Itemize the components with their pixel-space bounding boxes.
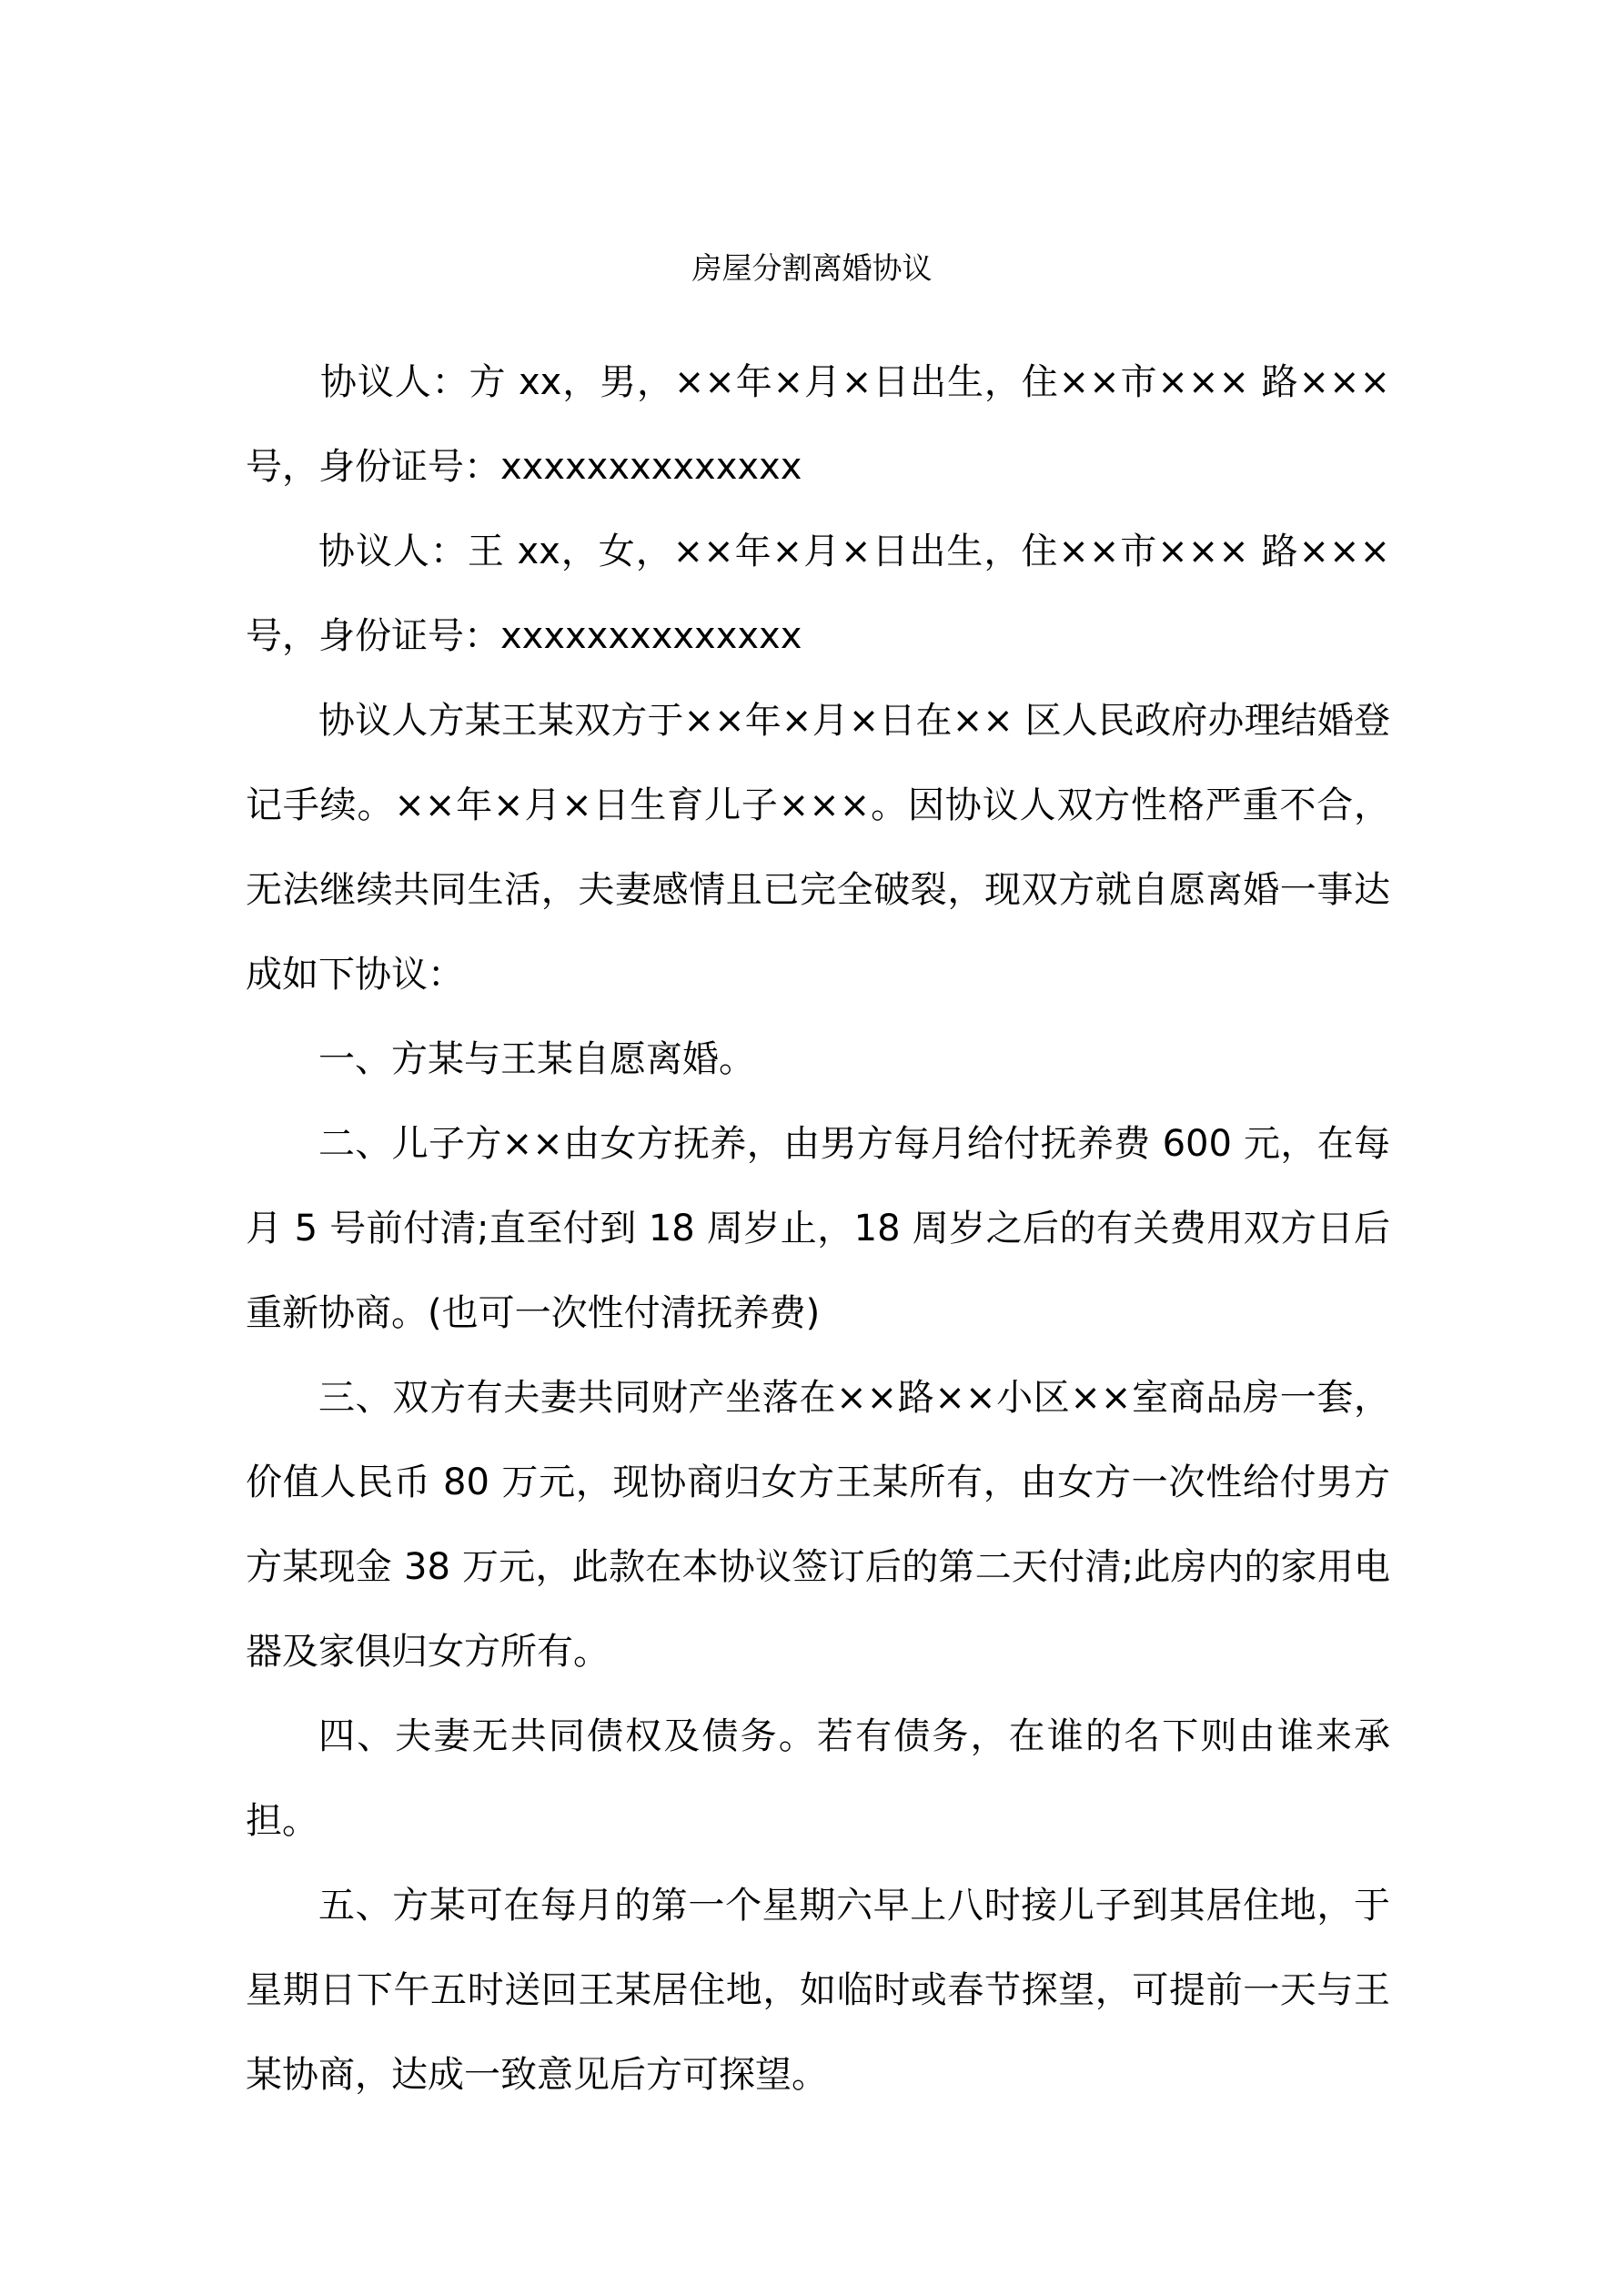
document-title: 房屋分割离婚协议 xyxy=(691,250,933,286)
document-body xyxy=(246,340,1390,2118)
party-one-paragraph: 协议人：方 xx，男，××年×月×日出生，住××市××× 路×××号，身份证号：xxxxxxxxxxxxxx xyxy=(246,361,1390,488)
clause-three-paragraph: 三、双方有夫妻共同财产坐落在××路××小区××室商品房一套，价值人民币 80 万元，现协商归女方王某所有，由女方一次性给付男方方某现金 38 万元，此款在本协议签订后的第二天付清;此房内的家用电器及家俱归女方所有。 xyxy=(246,1377,1390,1673)
clause-five-paragraph: 五、方某可在每月的第一个星期六早上八时接儿子到其居住地，于星期日下午五时送回王某居住地，如临时或春节探望，可提前一天与王某协商，达成一致意见后方可探望。 xyxy=(246,1885,1390,2096)
preamble-paragraph: 协议人方某王某双方于××年×月×日在×× 区人民政府办理结婚登记手续。××年×月×日生育儿子×××。因协议人双方性格严重不合，无法继续共同生活，夫妻感情且已完全破裂，现双方就自愿离婚一事达成如下协议： xyxy=(246,700,1390,996)
clause-four-paragraph: 四、夫妻无共同债权及债务。若有债务，在谁的名下则由谁来承担。 xyxy=(246,1715,1390,1842)
clause-two-paragraph: 二、儿子方××由女方抚养，由男方每月给付抚养费 600 元，在每月 5 号前付清;直至付到 18 周岁止，18 周岁之后的有关费用双方日后重新协商。(也可一次性付清抚养费) xyxy=(246,1123,1390,1334)
party-two-paragraph: 协议人：王 xx，女，××年×月×日出生，住××市××× 路×××号，身份证号：xxxxxxxxxxxxxx xyxy=(246,531,1390,657)
clause-one-paragraph: 一、方某与王某自愿离婚。 xyxy=(318,1038,755,1080)
